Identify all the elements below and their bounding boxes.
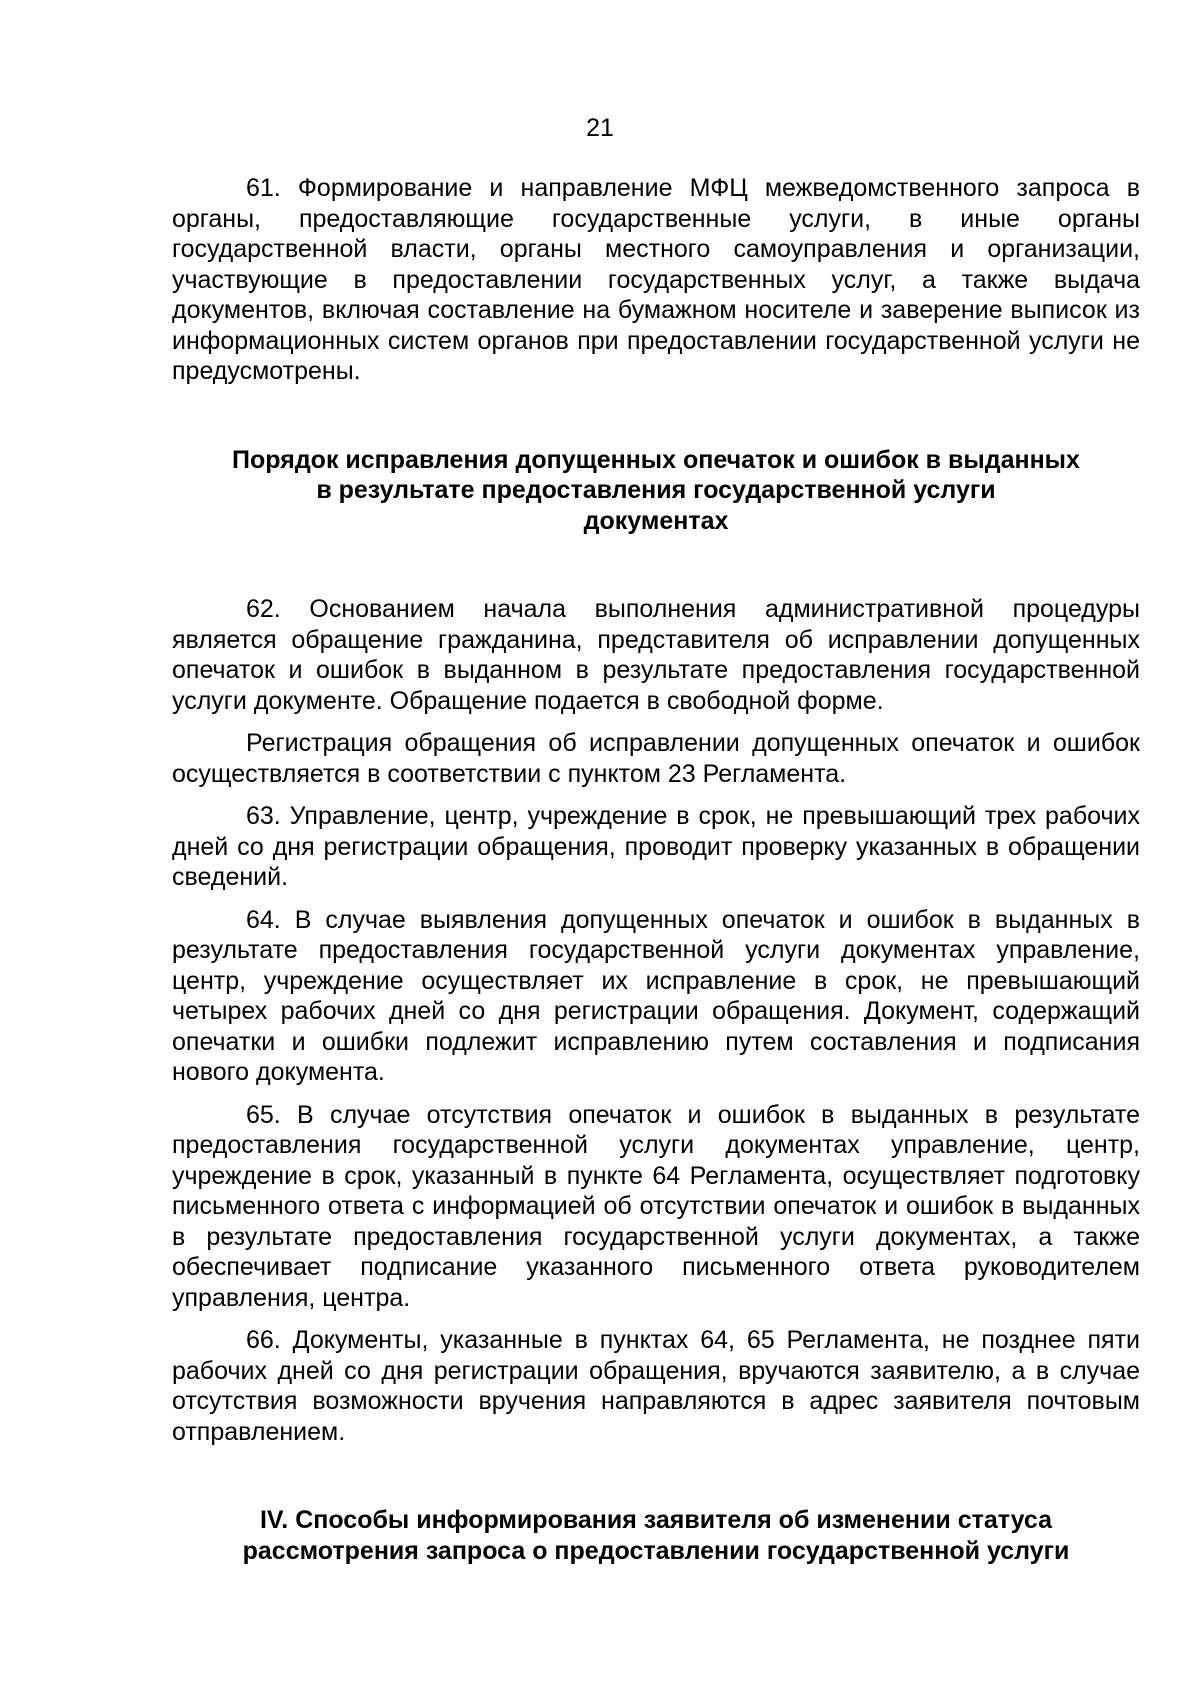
paragraph-66: 66. Документы, указанные в пунктах 64, 65 Регламента, не позднее пяти рабочих дней со дня регистрации обращения, вручаются заявителю, а в случае отсутствия возможности вручения направляются в адрес заявителя почтовым отправлением.: [172, 1326, 1140, 1446]
paragraph-61: 61. Формирование и направление МФЦ межведомственного запроса в органы, предоставляющие государственные услуги, в иные органы государственной власти, органы местного самоуправления и организации, участвующие в предоставлении государственных услуг, а также выдача документов, включая составление на бумажном носителе и заверение выписок из информационных систем органов при предоставлении государственной услуги не предусмотрены.: [172, 174, 1140, 385]
heading-corrections-line: в результате предоставления государственной услуги: [316, 476, 996, 504]
paragraph-64: 64. В случае выявления допущенных опечаток и ошибок в выданных в результате предоставления государственной услуги документах управление, центр, учреждение осуществляет их исправление в срок, не превышающий четырех рабочих дней со дня регистрации обращения. Документ, содержащий опечатки и ошибки подлежит исправлению путем составления и подписания нового документа.: [172, 905, 1140, 1086]
paragraph-65: 65. В случае отсутствия опечаток и ошибок в выданных в результате предоставления государственной услуги документах управление, центр, учреждение в срок, указанный в пункте 64 Регламента, осуществляет подготовку письменного ответа с информацией об отсутствии опечаток и ошибок в выданных в результате предоставления государственной услуги документах, а также обеспечивает подписание указанного письменного ответа руководителем управления, центра.: [172, 1100, 1140, 1312]
heading-section-iv-line: IV. Способы информирования заявителя об изменении статуса: [259, 1506, 1053, 1534]
heading-section-iv-line: рассмотрения запроса о предоставлении государственной услуги: [242, 1536, 1070, 1565]
paragraph-62: 62. Основанием начала выполнения административной процедуры является обращение гражданина, представителя об исправлении допущенных опечаток и ошибок в выданном в результате предоставления государственной услуги документе. Обращение подается в свободной форме.: [172, 595, 1140, 715]
heading-section-iv: [172, 1505, 1140, 1566]
paragraph-63: 63. Управление, центр, учреждение в срок, не превышающий трех рабочих дней со дня регистрации обращения, проводит проверку указанных в обращении сведений.: [172, 802, 1140, 891]
page-number: 21: [586, 114, 614, 142]
heading-corrections-line: Порядок исправления допущенных опечаток и ошибок в выданных: [232, 445, 1080, 474]
page-body: [172, 173, 1140, 1566]
heading-corrections-line: документах: [583, 506, 729, 535]
heading-corrections: [172, 445, 1140, 537]
paragraph-registration: Регистрация обращения об исправлении допущенных опечаток и ошибок осуществляется в соответствии с пунктом 23 Регламента.: [172, 729, 1140, 788]
